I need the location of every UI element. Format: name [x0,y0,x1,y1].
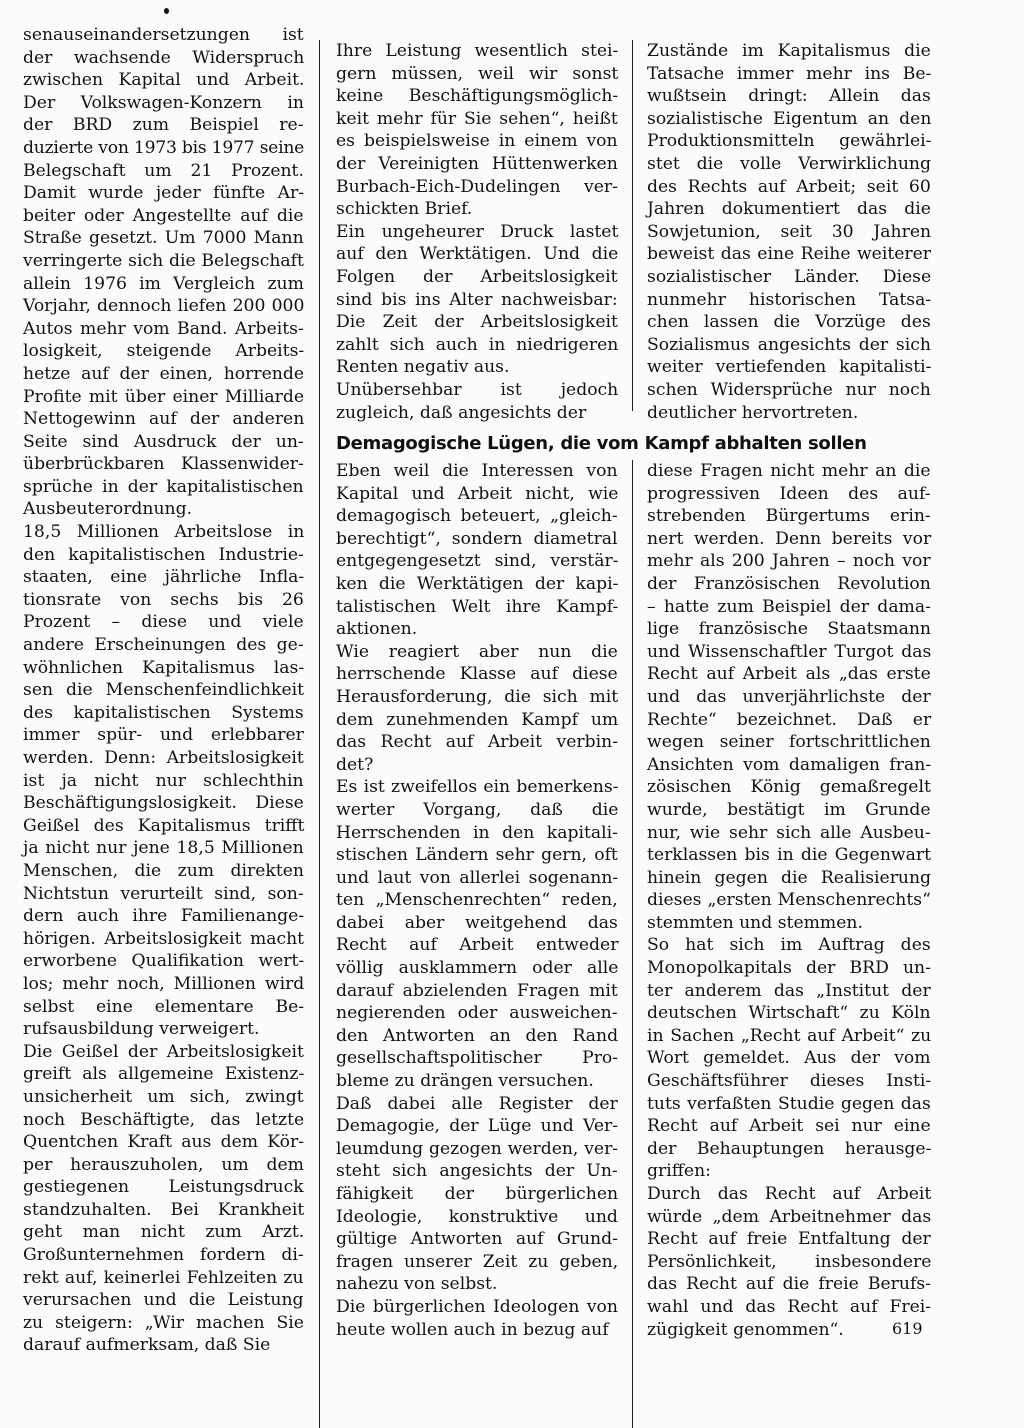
paragraph [647,460,931,934]
text-line: Seite sind Ausdruck der un- [23,431,304,452]
text-line: das Recht auf Arbeit verbin- [336,732,618,753]
text-line: Prozent – diese und viele [23,612,304,633]
text-line: weiter vertiefenden kapitalisti- [647,357,932,378]
text-line: Herausforderung, die sich mit [336,686,619,707]
text-line: standzuhalten. Bei Krankheit [23,1199,305,1220]
text-line: Die bürgerlichen Ideologen von [336,1296,618,1317]
text-line: Autos mehr vom Band. Arbeits- [23,318,304,339]
text-line: und das unverjährlichste der [647,686,931,707]
paragraph [336,221,618,379]
text-line: Burbach-Eich-Dudelingen ver- [336,176,618,197]
text-line: aktionen. [336,619,418,640]
text-line: der Behauptungen herausge- [647,1138,932,1159]
paragraph [23,24,304,521]
text-line: hinein gegen die Realisierung [647,867,932,888]
text-line: Ein ungeheurer Druck lastet [336,221,619,242]
text-line: Ansichten vom damaligen fran- [647,754,932,775]
text-line: zugleich, daß angesichts der [336,402,587,423]
paragraph [336,460,618,641]
text-line: würde „dem Arbeitnehmer das [647,1206,932,1227]
text-line: Persönlichkeit, insbesondere [647,1251,932,1272]
text-line: heute wollen auch in bezug auf [336,1319,609,1340]
paragraph [336,379,618,424]
text-line: fähigkeit der bürgerlichen [336,1184,619,1204]
text-line: und laut von allerlei sogenann- [336,867,619,888]
text-line: ken die Werktätigen der kapi- [336,573,619,594]
text-line: unsicherheit um sich, zwingt [23,1086,304,1107]
text-line: und Wissenschaftler Turgot das [647,641,932,662]
text-line: Rechte“ bezeichnet. Daß er [647,709,932,730]
print-mark [164,8,169,14]
text-line: verursachen und die Leistung [23,1290,304,1311]
paragraph [336,641,618,777]
text-line: ist ja nicht nur schlechthin [23,770,304,791]
text-line: – hatte zum Beispiel der dama- [647,596,931,617]
text-line: leumdung gezogen werden, ver- [336,1138,619,1159]
text-line: den Antworten an den Rand [336,1025,619,1046]
text-line: ten „Menschenrechten“ reden, [336,890,618,911]
paragraph [336,40,618,221]
text-line: stischen Ländern sehr gern, oft [336,845,618,866]
paragraph [23,521,304,1041]
text-line: gern müssen, weil wir sonst [336,63,619,84]
text-line: der wachsende Widerspruch [23,47,305,68]
text-line: zwischen Kapital und Arbeit. [23,70,305,91]
text-line: diese Fragen nicht mehr an die [647,461,931,481]
text-line: Belegschaft um 21 Prozent. [23,160,304,181]
text-line: den kapitalistischen Industrie- [23,544,304,565]
text-line: gesellschaftspolitischer Pro- [336,1048,619,1069]
text-line: So hat sich im Auftrag des [647,935,931,956]
text-line: verringerte sich die Belegschaft [23,250,304,271]
text-line: Jahren dokumentiert das die [647,199,931,220]
text-line: gestiegenen Leistungsdruck [23,1177,304,1198]
text-line: auf den Werktätigen. Und die [336,244,619,265]
text-line: Geschäftsführer dieses Insti- [647,1071,932,1092]
text-line: dern auch ihre Familienange- [23,906,305,927]
text-line: zu steigern: „Wir machen Sie [23,1312,304,1333]
text-line: Recht auf freie Entfaltung der [647,1229,931,1250]
text-line: das Recht auf die freie Berufs- [647,1274,931,1295]
text-column-5 [647,460,931,1341]
text-line: schen Widersprüche nur noch [647,379,931,400]
text-line: bleme zu drängen versuchen. [336,1071,594,1092]
text-line: lige französische Staatsmann [647,619,931,640]
text-line: berechtigt“, sondern diametral [336,528,618,549]
text-line: erworbene Qualifikation wert- [23,951,305,972]
text-line: Folgen der Arbeitslosigkeit [336,266,618,287]
paragraph [647,40,931,424]
text-line: Vorjahr, dennoch liefen 200 000 [23,296,305,317]
text-line: dieses „ersten Menschenrechts“ [647,890,931,911]
text-line: mehr als 200 Jahren – noch vor [647,551,931,572]
text-line: Zustände im Kapitalismus die [647,41,931,61]
text-line: Sowjetunion, seit 30 Jahren [647,221,932,242]
text-line: Recht auf Arbeit sei nur eine [647,1116,931,1137]
text-line: losigkeit, steigende Arbeits- [23,341,305,362]
text-line: deutschen Wirtschaft“ zu Köln [647,1003,931,1024]
text-line: Ideologie, konstruktive und [336,1206,618,1227]
text-line: allein 1976 im Vergleich zum [23,273,304,294]
text-line: Recht auf Arbeit als „das erste [647,664,931,685]
text-line: entgegengesetzt sind, verstär- [336,551,619,572]
paragraph [336,1093,618,1296]
page-number: 619 [892,1319,923,1338]
text-line: strebenden Bürgertums erin- [647,506,931,527]
text-line: los; mehr noch, Millionen wird [23,973,305,994]
text-line: chen lassen die Vorzüge des [647,312,931,333]
text-line: herrschende Klasse auf diese [336,664,618,685]
text-line: zügigkeit genommen“. [647,1319,844,1340]
text-line: rekt auf, keinerlei Fehlzeiten zu [23,1267,304,1288]
text-line: selbst eine elementare Be- [23,996,305,1017]
text-column-1 [23,24,304,1357]
text-line: nert werden. Denn bereits vor [647,528,932,549]
text-line: sprüche in der kapitalistischen [23,476,304,497]
text-line: dabei aber weitgehend das [336,912,618,933]
text-line: steht sich angesichts der Un- [336,1161,618,1182]
column-rule-upper-right [632,40,633,411]
text-line: staaten, eine jährliche Infla- [23,567,305,588]
text-line: Straße gesetzt. Um 7000 Mann [23,228,304,249]
text-line: schickten Brief. [336,199,473,220]
text-line: tuts verfaßten Studie gegen das [647,1093,931,1114]
text-line: des kapitalistischen Systems [23,702,304,723]
paragraph [647,1183,931,1341]
text-line: noch Beschäftigte, das letzte [23,1109,305,1130]
text-line: zahlt sich auch in niedrigeren [336,334,619,355]
text-line: ja nicht nur jene 18,5 Millionen [23,838,304,859]
text-line: progressiven Ideen des auf- [647,483,931,504]
text-line: Ihre Leistung wesentlich stei- [336,41,619,61]
text-line: Menschen, die zum direkten [23,860,304,881]
text-line: sen die Menschenfeindlichkeit [23,680,305,701]
paragraph [336,776,618,1092]
text-line: greift als allgemeine Existenz- [23,1064,305,1085]
text-line: Ausbeuterordnung. [23,499,193,520]
text-line: terklassen bis in die Gegenwart [647,845,931,866]
text-line: der Französischen Revolution [647,573,931,594]
text-line: Damit wurde jeder fünfte Ar- [23,183,305,204]
text-line: Nichtstun verurteilt sind, son- [23,883,304,904]
text-line: det? [336,754,374,775]
text-line: fragen unserer Zeit zu geben, [336,1251,619,1272]
text-line: Demagogie, der Lüge und Ver- [336,1116,619,1137]
text-column-4 [336,460,618,1341]
text-line: Die Zeit der Arbeitslosigkeit [336,312,618,333]
text-line: tionsrate von sechs bis 26 [23,589,304,610]
text-line: Die Geißel der Arbeitslosigkeit [23,1041,304,1062]
text-line: keit mehr für Sie sehen“, heißt [336,108,618,129]
column-rule-lower-right [632,460,633,1428]
text-line: zösischen König gemaßregelt [647,777,931,798]
section-heading: Demagogische Lügen, die vom Kampf abhalten sollen [336,433,867,454]
text-line: Der Volkswagen-Konzern in [23,92,304,113]
text-line: der BRD zum Beispiel re- [23,115,304,136]
text-line: beiter oder Angestellte auf die [23,205,304,226]
text-line: Geißel des Kapitalismus trifft [23,815,305,836]
text-line: völlig ausklammern oder alle [336,958,619,979]
text-line: nunmehr historischen Tatsa- [647,289,932,310]
text-line: deutlicher hervortreten. [647,402,859,423]
text-line: hörigen. Arbeitslosigkeit macht [23,928,305,949]
text-line: hetze auf der einen, horrende [23,363,305,384]
text-line: 18,5 Millionen Arbeitslose in [23,522,305,543]
text-line: demagogisch beteuert, „gleich- [336,506,618,527]
text-line: negierenden oder ausweichen- [336,1003,618,1024]
text-line: Eben weil die Interessen von [336,461,618,481]
text-line: Beschäftigungslosigkeit. Diese [23,793,304,814]
text-line: Großunternehmen fordern di- [23,1245,304,1266]
text-line: nur, wie sehr sich alle Ausbeu- [647,822,931,843]
text-line: werden. Denn: Arbeitslosigkeit [23,748,304,768]
text-line: duzierte von 1973 bis 1977 seine [23,137,305,158]
text-line: wurde, bestätigt im Grunde [647,799,931,820]
text-line: per herauszuholen, um dem [23,1154,304,1175]
text-line: Unübersehbar ist jedoch [336,379,619,400]
text-line: wöhnlichen Kapitalismus las- [23,657,305,678]
text-line: griffen: [647,1161,711,1182]
text-line: Nettogewinn auf der anderen [23,409,305,430]
text-line: Produktionsmitteln gewährlei- [647,131,932,152]
text-line: stet die volle Verwirklichung [647,153,931,174]
text-line: Durch das Recht auf Arbeit [647,1184,932,1204]
text-line: wegen seiner fortschrittlichen [647,732,931,753]
text-line: darauf aufmerksam, daß Sie [23,1335,271,1356]
text-line: Recht auf Arbeit entweder [336,935,619,956]
text-line: Monopolkapitals der BRD un- [647,958,931,979]
text-line: darauf abzielenden Fragen mit [336,980,618,1001]
text-line: beweist das eine Reihe weiterer [647,244,932,265]
text-line: Tatsache immer mehr ins Be- [647,63,932,84]
text-line: Profite mit über einer Milliarde [23,386,305,407]
text-column-3 [647,40,931,424]
text-line: Daß dabei alle Register der [336,1093,618,1114]
text-line: sozialistischer Länder. Diese [647,266,932,287]
text-line: in Sachen „Recht auf Arbeit“ zu [647,1025,932,1046]
text-line: geht man nicht zum Arzt. [23,1222,305,1243]
text-line: sind bis ins Alter nachweisbar: [336,289,618,310]
text-line: Es ist zweifellos ein bemerkens- [336,777,619,798]
text-line: sozialistische Eigentum an den [647,108,932,129]
column-rule-left [319,40,320,1428]
text-line: senauseinandersetzungen ist [23,25,304,45]
text-line: stemmten und stemmen. [647,912,863,933]
text-line: andere Erscheinungen des ge- [23,635,304,656]
text-line: Wort gemeldet. Aus der vom [647,1048,931,1069]
text-line: Quentchen Kraft aus dem Kör- [23,1132,305,1153]
text-line: Sozialismus angesichts der sich [647,334,931,355]
text-line: keine Beschäftigungsmöglich- [336,86,619,107]
text-line: wußtsein dringt: Allein das [647,86,931,107]
text-line: nahezu von selbst. [336,1274,498,1295]
paragraph [647,934,931,1183]
text-line: Renten negativ aus. [336,357,510,378]
text-line: Wie reagiert aber nun die [336,641,618,662]
text-line: werter Vorgang, daß die [336,799,619,820]
text-line: dem zunehmenden Kampf um [336,709,619,730]
text-line: es beispielsweise in einem von [336,131,618,152]
text-line: immer spür- und erlebbarer [23,725,304,746]
text-line: Herrschenden in den kapitali- [336,822,618,843]
text-line: überbrückbaren Klassenwider- [23,454,304,475]
text-line: Kapital und Arbeit nicht, wie [336,483,619,504]
text-column-2 [336,40,618,424]
paragraph [23,1041,304,1357]
text-line: rufsausbildung verweigert. [23,1019,260,1040]
text-line: wahl und das Recht auf Frei- [647,1296,932,1317]
text-line: talistischen Welt ihre Kampf- [336,596,619,617]
text-line: der Vereinigten Hüttenwerken [336,153,618,174]
text-line: ter anderem das „Institut der [647,980,931,1001]
text-line: gültige Antworten auf Grund- [336,1229,618,1250]
text-line: des Rechts auf Arbeit; seit 60 [647,176,931,197]
paragraph [336,1296,618,1341]
